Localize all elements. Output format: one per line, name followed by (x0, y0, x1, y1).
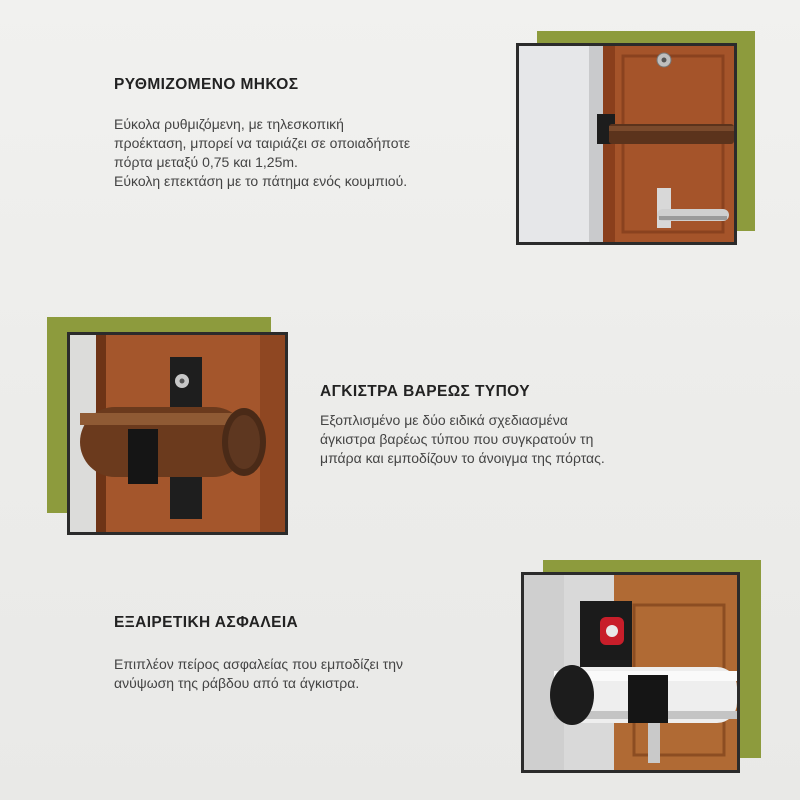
product-photo-hook-and-bar (67, 332, 288, 535)
feature-description (114, 655, 403, 693)
feature-description (114, 115, 410, 191)
feature-title: ΕΞΑΙΡΕΤΙΚΗ ΑΣΦΑΛΕΙΑ (114, 614, 299, 631)
product-photo-safety-pin (521, 572, 740, 773)
description-line: προέκταση, μπορεί να ταιριάζει σε οποιαδήποτε (114, 135, 411, 151)
feature-title: ΑΓΚΙΣΤΡΑ ΒΑΡΕΩΣ ΤΥΠΟΥ (320, 383, 530, 400)
description-line: Εύκολα ρυθμιζόμενη, με τηλεσκοπική (114, 116, 344, 132)
description-line: Εξοπλισμένο με δύο ειδικά σχεδιασμένα (320, 412, 568, 428)
description-line: ανύψωση της ράβδου από τα άγκιστρα. (114, 675, 360, 691)
product-photo-telescopic-bar (516, 43, 737, 245)
feature-title: ΡΥΘΜΙΖΟΜΕΝΟ ΜΗΚΟΣ (114, 76, 299, 93)
description-line: πόρτα μεταξύ 0,75 και 1,25m. (114, 154, 298, 170)
description-line: Εύκολη επεκτάση με το πάτημα ενός κουμπιού. (114, 173, 408, 189)
description-line: Επιπλέον πείρος ασφαλείας που εμποδίζει την (114, 656, 404, 672)
description-line: μπάρα και εμποδίζουν το άνοιγμα της πόρτας. (320, 450, 605, 466)
feature-description (320, 411, 605, 468)
description-line: άγκιστρα βαρέως τύπου που συγκρατούν τη (320, 431, 594, 447)
